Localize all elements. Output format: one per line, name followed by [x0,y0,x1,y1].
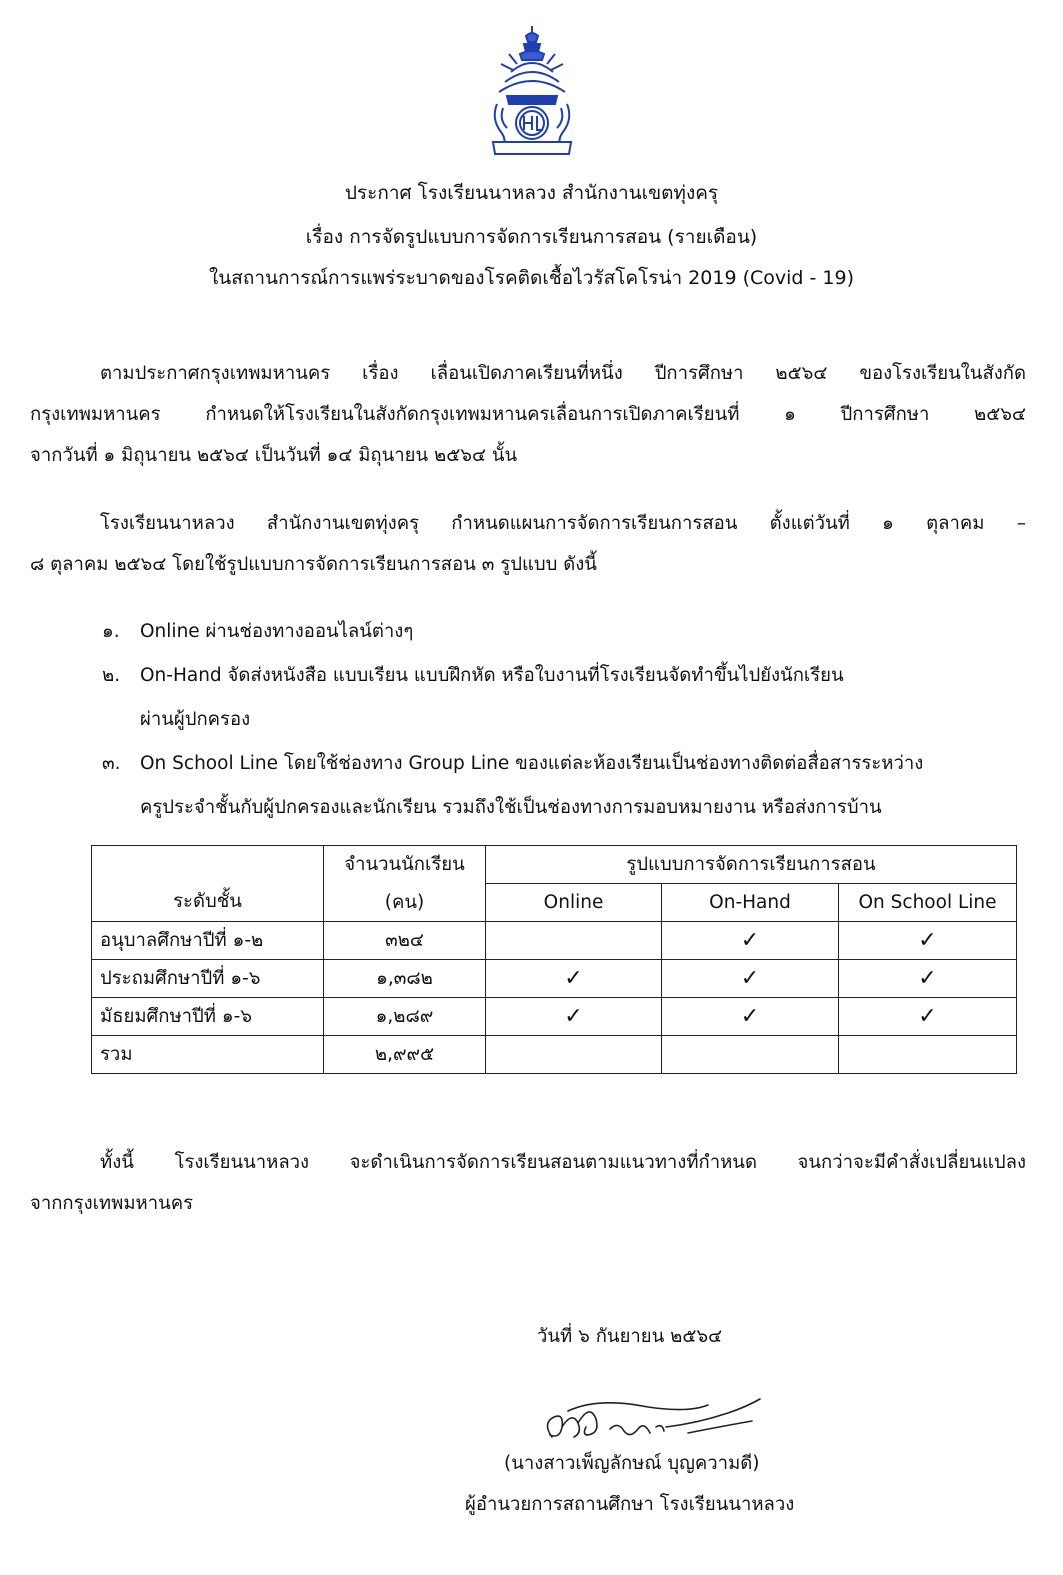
paragraph-1 [30,353,1026,476]
row-level: อนุบาลศึกษาปีที่ ๑-๒ [92,922,324,960]
paragraph-3-line-2: จากกรุงเทพมหานคร [30,1193,194,1214]
table-row [92,922,1017,960]
list-item-number: ๒. [102,665,121,686]
student-mode-table [91,845,1017,1074]
row-onhand-check: ✓ [662,922,839,960]
announcement-date: วันที่ ๖ กันยายน ๒๕๖๔ [537,1326,723,1347]
row-count: ๒,๙๙๕ [324,1036,486,1074]
signatory-title: ผู้อำนวยการสถานศึกษา โรงเรียนนาหลวง [465,1494,795,1515]
row-online-check: ✓ [486,960,662,998]
row-onschool-check [839,1036,1017,1074]
row-onhand-check: ✓ [662,960,839,998]
heading-line-2: เรื่อง การจัดรูปแบบการจัดการเรียนการสอน (รายเดือน) [305,226,758,248]
paragraph-3 [30,1142,1026,1224]
paragraph-1-line-2: กรุงเทพมหานคร กำหนดให้โรงเรียนในสังกัดกรุงเทพมหานครเลื่อนการเปิดภาคเรียนที่ ๑ ปีการศึกษา ๒๕๖๔ [30,404,1026,425]
list-item-text: On School Line โดยใช้ช่องทาง Group Line ของแต่ละห้องเรียนเป็นช่องทางติดต่อสื่อสารระหว่าง [140,753,924,774]
row-level: ประถมศึกษาปีที่ ๑-๖ [92,960,324,998]
row-onschool-check: ✓ [839,960,1017,998]
header-count-unit: (คน) [324,884,486,922]
list-item-text: ครูประจำชั้นกับผู้ปกครองและนักเรียน รวมถึงใช้เป็นช่องทางการมอบหมายงาน หรือส่งการบ้าน [140,797,882,818]
list-item-text: ผ่านผู้ปกครอง [140,709,251,730]
list-item-number: ๑. [102,621,120,642]
list-item [102,742,1022,830]
table-row-total [92,1036,1017,1074]
paragraph-2 [30,503,1026,585]
signature-icon [538,1393,764,1455]
row-level: มัธยมศึกษาปีที่ ๑-๖ [92,998,324,1036]
header-mode-group: รูปแบบการจัดการเรียนการสอน [486,846,1017,884]
row-count: ๑,๒๘๙ [324,998,486,1036]
row-onhand-check [662,1036,839,1074]
paragraph-1-line-3: จากวันที่ ๑ มิถุนายน ๒๕๖๔ เป็นวันที่ ๑๔ มิถุนายน ๒๕๖๔ นั้น [30,445,518,466]
row-level: รวม [92,1036,324,1074]
list-item [102,654,1022,742]
row-online-check [486,1036,662,1074]
row-count: ๓๒๔ [324,922,486,960]
paragraph-3-line-1: ทั้งนี้ โรงเรียนนาหลวง จะดำเนินการจัดการเรียนสอนตามแนวทางที่กำหนด จนกว่าจะมีคำสั่งเปลี่ยนแปลง [100,1152,1026,1173]
paragraph-2-line-2: ๘ ตุลาคม ๒๕๖๔ โดยใช้รูปแบบการจัดการเรียนการสอน ๓ รูปแบบ ดังนี้ [30,554,597,575]
list-item-text: Online ผ่านช่องทางออนไลน์ต่างๆ [140,621,414,642]
row-onschool-check: ✓ [839,998,1017,1036]
row-online-check [486,922,662,960]
row-onhand-check: ✓ [662,998,839,1036]
row-onschool-check: ✓ [839,922,1017,960]
table-row [92,998,1017,1036]
header-count: จำนวนนักเรียน [324,846,486,884]
table-header-row [92,846,1017,884]
table-row [92,960,1017,998]
school-emblem-icon [489,24,575,156]
list-item-number: ๓. [102,753,121,774]
paragraph-2-line-1: โรงเรียนนาหลวง สำนักงานเขตทุ่งครุ กำหนดแผนการจัดการเรียนการสอน ตั้งแต่วันที่ ๑ ตุลาคม – [100,513,1026,534]
signatory-name: (นางสาวเพ็ญลักษณ์ บุญความดี) [504,1453,760,1474]
heading-line-1: ประกาศ โรงเรียนนาหลวง สำนักงานเขตทุ่งครุ [344,182,719,204]
header-mode-onhand: On-Hand [662,884,839,922]
row-online-check: ✓ [486,998,662,1036]
row-count: ๑,๓๘๒ [324,960,486,998]
paragraph-1-line-1: ตามประกาศกรุงเทพมหานคร เรื่อง เลื่อนเปิดภาคเรียนที่หนึ่ง ปีการศึกษา ๒๕๖๔ ของโรงเรียนในสังกัด [100,363,1026,384]
heading-line-3: ในสถานการณ์การแพร่ระบาดของโรคติดเชื้อไวรัสโคโรน่า 2019 (Covid - 19) [209,267,854,289]
header-mode-onschool: On School Line [839,884,1017,922]
header-mode-online: Online [486,884,662,922]
teaching-modes-list [102,610,1022,830]
list-item-text: On-Hand จัดส่งหนังสือ แบบเรียน แบบฝึกหัด หรือใบงานที่โรงเรียนจัดทำขึ้นไปยังนักเรียน [140,665,844,686]
header-level: ระดับชั้น [92,846,324,922]
list-item [102,610,1022,654]
